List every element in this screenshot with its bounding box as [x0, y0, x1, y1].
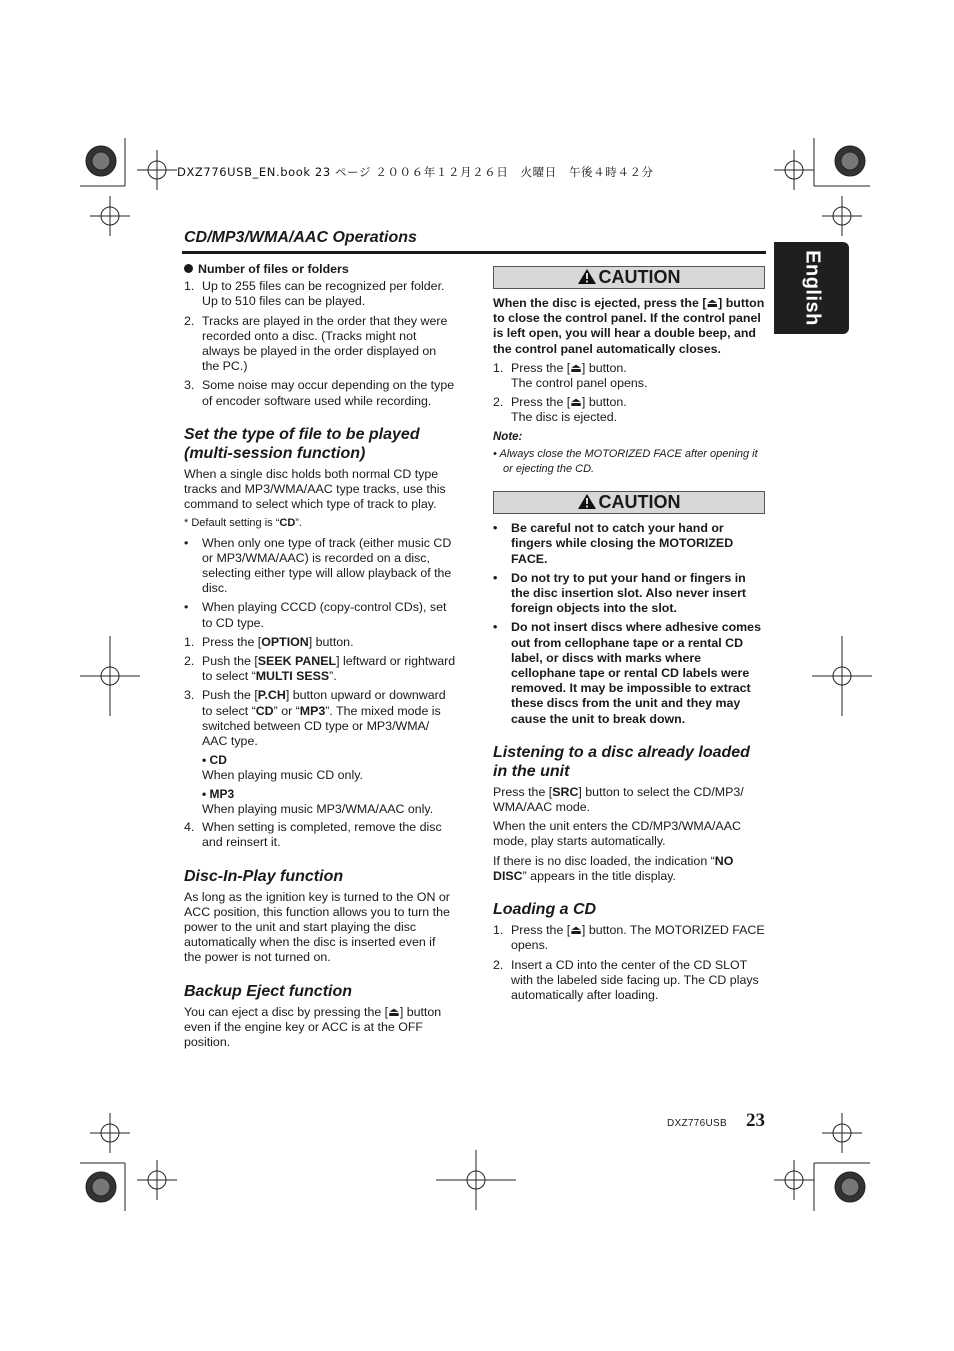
list-item-text: Push the [P.CH] button upward or downward to select “CD” or “MP3”. The mixed mode is switched between CD type or MP3/WMA/ AAC type. [202, 688, 446, 749]
page-number: 23 [746, 1110, 765, 1131]
multisession-step4-list [184, 820, 456, 850]
multisession-steps [184, 635, 456, 749]
list-item [493, 620, 765, 726]
list-item-text: Press the [⏏] button. [511, 360, 627, 375]
bullet-dot-icon [184, 264, 193, 273]
list-marker: 2. [184, 654, 195, 669]
loading-steps [493, 923, 765, 1003]
paragraph: When the unit enters the CD/MP3/WMA/AAC mode, play starts automatically. [493, 819, 741, 849]
list-item [493, 958, 765, 1004]
footer-model: DXZ776USB [667, 1118, 727, 1129]
left-column [184, 262, 456, 1054]
list-item [493, 923, 765, 953]
caution2-list [493, 521, 765, 727]
list-item-text: Tracks are played in the order that they were recorded onto a disc. (Tracks might not always be played in the order displayed on the PC.) [202, 313, 448, 374]
list-item-text: Push the [SEEK PANEL] leftward or rightward to select “MULTI SESS”. [202, 654, 456, 684]
list-item [493, 571, 765, 617]
multisession-bullets [184, 536, 456, 631]
list-item [493, 521, 765, 567]
files-heading: Number of files or folders [184, 262, 456, 277]
mode-option-label: • CD [202, 753, 227, 768]
list-item [184, 600, 456, 630]
multisession-intro: When a single disc holds both normal CD type tracks and MP3/WMA/AAC type tracks, use this command to select which type of track to play. [184, 466, 446, 512]
list-item-text: Up to 255 files can be recognized per folder. Up to 510 files can be played. [202, 279, 445, 309]
list-marker: 2. [184, 313, 195, 328]
paragraph: If there is no disc loaded, the indication “NO DISC” appears in the title display. [493, 853, 734, 883]
list-item-text: Do not insert discs where adhesive comes out from cellophane tape or a rental CD label, or discs with marks where cellophane tape or rental CD labels were removed. It may be impossible to extract these discs from the unit and they may cause the unit to break down. [511, 620, 761, 726]
list-marker: • [184, 535, 189, 550]
files-list [184, 279, 456, 409]
mode-option [184, 753, 456, 783]
list-item [493, 361, 765, 391]
language-tab-label: English [801, 250, 823, 326]
language-tab [774, 242, 849, 334]
list-marker: 1. [184, 279, 195, 294]
paragraph: Press the [SRC] button to select the CD/MP3/ WMA/AAC mode. [493, 784, 744, 815]
list-item [184, 654, 456, 684]
caution1-steps [493, 361, 765, 426]
warning-icon [578, 494, 596, 509]
list-item-text: When only one type of track (either music CD or MP3/WMA/AAC) is recorded on a disc, selecting either type will allow playback of the disc. [202, 535, 452, 596]
listening-paragraphs [493, 785, 765, 884]
list-marker: • [493, 521, 498, 536]
list-item-text: Insert a CD into the center of the CD SLOT with the labeled side facing up. The CD plays automatically after loading. [511, 957, 759, 1002]
list-item [184, 279, 456, 309]
default-note: * Default setting is “CD”. [184, 517, 302, 530]
disc-in-play-heading: Disc-In-Play function [184, 867, 344, 885]
list-marker: 1. [493, 360, 504, 375]
list-marker: • [493, 570, 498, 585]
list-marker: 2. [493, 395, 504, 410]
listening-heading: Listening to a disc already loaded in the unit [493, 743, 750, 780]
list-item-text: Be careful not to catch your hand or fingers while closing the MOTORIZED FACE. [511, 521, 734, 566]
list-marker: 3. [184, 688, 195, 703]
list-item-text: Press the [⏏] button. [511, 395, 627, 410]
section-title: CD/MP3/WMA/AAC Operations [184, 229, 417, 246]
list-marker: 1. [184, 634, 195, 649]
caution1-text: When the disc is ejected, press the [⏏] button to close the control panel. If the control panel is left open, you will hear a double beep, and the control panel automatically closes. [493, 296, 765, 356]
note-heading: Note: [493, 430, 523, 443]
list-item [184, 314, 456, 375]
list-item-text: Do not try to put your hand or fingers in the disc insertion slot. Also never insert foreign objects into the slot. [511, 570, 747, 616]
list-item-text: Press the [⏏] button. The MOTORIZED FACE opens. [511, 923, 765, 953]
list-marker: • [493, 620, 498, 635]
list-item-text: When playing CCCD (copy-control CDs), set to CD type. [202, 600, 447, 630]
mode-option [184, 787, 456, 817]
list-item: 4. When setting is completed, remove the disc and reinsert it. [184, 820, 442, 850]
print-slug: DXZ776USB_EN.book 23 ページ ２００６年１２月２６日 火曜日 午後４時４２分 [177, 165, 654, 179]
loading-heading: Loading a CD [493, 901, 597, 919]
list-item [184, 688, 456, 749]
list-item-text: Press the [OPTION] button. [202, 634, 354, 649]
note-text: • Always close the MOTORIZED FACE after opening it or ejecting the CD. [493, 447, 758, 476]
list-marker: • [184, 600, 189, 615]
warning-icon [578, 269, 596, 284]
list-item [493, 395, 765, 425]
section-rule [182, 251, 766, 254]
multisession-options [184, 753, 456, 817]
mode-option-desc: When playing music MP3/WMA/AAC only. [202, 801, 434, 816]
backup-eject-heading: Backup Eject function [184, 982, 353, 1000]
list-item [184, 635, 456, 650]
caution-banner-1: CAUTION [493, 266, 765, 289]
mode-option-desc: When playing music CD only. [202, 768, 363, 783]
right-column [493, 266, 765, 1007]
mode-option-label: • MP3 [202, 786, 235, 801]
backup-eject-body: You can eject a disc by pressing the [⏏] button even if the engine key or ACC is at the OFF position. [184, 1004, 442, 1049]
list-item-subtext: The control panel opens. [511, 376, 648, 391]
multisession-heading: Set the type of file to be played (multi-session function) [184, 425, 420, 462]
caution-banner-2: CAUTION [493, 491, 765, 514]
list-item-subtext: The disc is ejected. [511, 410, 618, 425]
list-marker: 3. [184, 378, 195, 393]
list-marker: 1. [493, 923, 504, 938]
list-marker: 2. [493, 957, 504, 972]
disc-in-play-body: As long as the ignition key is turned to the ON or ACC position, this function allows you to turn the power to the unit and start playing the disc automatically when the disc is inserted even if the power is not turned on. [184, 889, 450, 965]
list-item-text: Some noise may occur depending on the type of encoder software used while recording. [202, 378, 455, 408]
list-item [184, 378, 456, 408]
list-item [184, 536, 456, 597]
